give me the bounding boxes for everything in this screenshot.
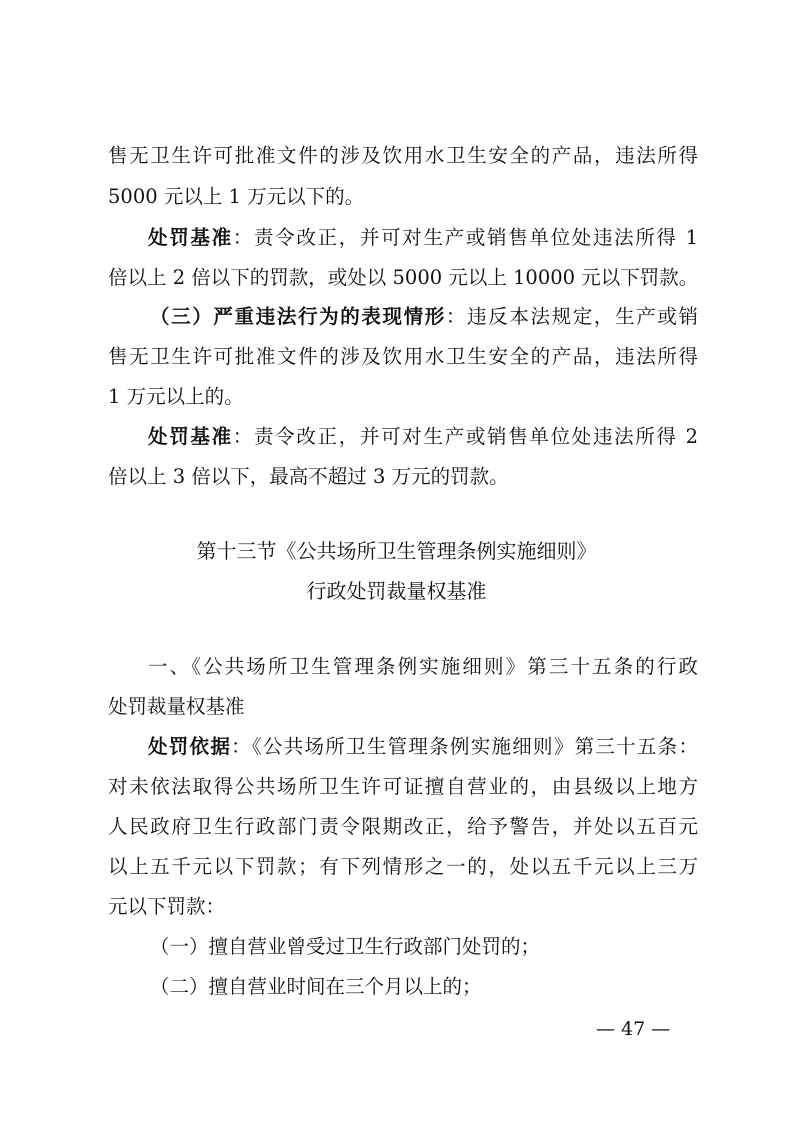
text-line: ：责令改正，并可对生产或销售单位处违法所得 2 [232,425,698,448]
text-line: 倍以上 3 倍以下，最高不超过 3 万元的罚款。 [108,465,509,488]
section-title: 第十三节《公共场所卫生管理条例实施细则》 [196,539,597,563]
text-line: 元以下罚款： [108,895,226,918]
severe-violation-label: （三）严重违法行为的表现情形 [150,305,446,328]
text-line: ：违反本法规定，生产或销 [445,305,698,328]
penalty-standard-paragraph [148,223,698,253]
text-line: 以上五千元以下罚款；有下列情形之一的，处以五千元以上三万 [108,855,698,878]
section-subtitle: 行政处罚裁量权基准 [306,579,487,603]
penalty-standard-paragraph [148,422,698,452]
item-heading: 一、《公共场所卫生管理条例实施细则》第三十五条的行政 [148,655,698,678]
text-line: ：责令改正，并可对生产或销售单位处违法所得 1 [232,226,698,249]
text-line: 人民政府卫生行政部门责令限期改正，给予警告，并处以五百元 [108,815,698,838]
penalty-basis-label: 处罚依据 [148,735,232,758]
condition-item: （二）擅自营业时间在三个月以上的； [150,975,482,998]
page-number: — 47 — [596,1018,671,1040]
text-line: 售无卫生许可批准文件的涉及饮用水卫生安全的产品，违法所得 [108,144,698,167]
penalty-basis-paragraph [148,732,698,762]
text-line: 5000 元以上 1 万元以下的。 [108,185,365,208]
text-line: 售无卫生许可批准文件的涉及饮用水卫生安全的产品，违法所得 [108,345,698,368]
text-line: 1 万元以上的。 [108,385,244,408]
text-line: 对未依法取得公共场所卫生许可证擅自营业的，由县级以上地方 [108,775,698,798]
penalty-standard-label: 处罚基准 [148,226,233,249]
condition-item: （一）擅自营业曾受过卫生行政部门处罚的； [150,935,541,958]
severe-violation-paragraph [150,302,698,332]
penalty-standard-label: 处罚基准 [148,425,233,448]
text-line: 倍以上 2 倍以下的罚款，或处以 5000 元以上 10000 元以下罚款。 [108,266,699,289]
text-line: ：《公共场所卫生管理条例实施细则》第三十五条： [231,735,698,758]
text-line: 处罚裁量权基准 [108,695,245,718]
